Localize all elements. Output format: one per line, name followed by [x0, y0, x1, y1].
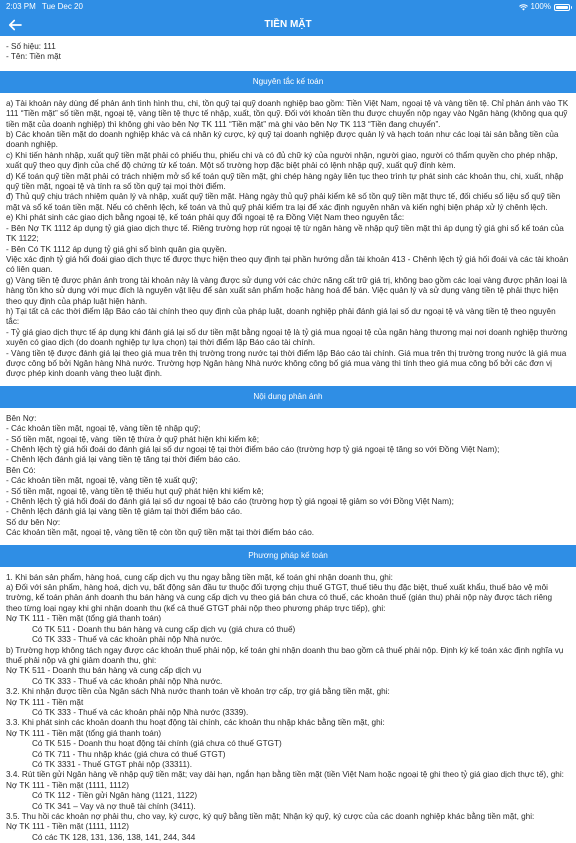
- text-line: - Tỷ giá giao dịch thực tế áp dụng khi đánh giá lại số dư tiền mặt bằng ngoại tệ là tỷ giá mua ngoại tệ của ngân hàng thương mại nơi doanh nghiệp thường xuyên có giao dịch (do doanh nghiệp tự lựa chọn) tại thời điểm lập Báo cáo tài chính.: [6, 327, 570, 348]
- text-line: Số dư bên Nợ:: [6, 517, 61, 527]
- text-line: d) Kế toán quỹ tiền mặt phải có trách nhiệm mở sổ kế toán quỹ tiền mặt, ghi chép hàng ngày liên tục theo trình tự phát sinh các khoản thu, chi, xuất, nhập quỹ tiền mặt, ngoại tệ và tính ra số tồn quỹ tại mọi thời điểm.: [6, 171, 566, 192]
- text-line: - Bên Có TK 1112 áp dụng tỷ giá ghi sổ bình quân gia quyền.: [6, 244, 227, 254]
- text-line: Có các TK 128, 131, 136, 138, 141, 244, 344: [32, 832, 196, 842]
- text-line: b) Trường hợp không tách ngay được các khoản thuế phải nộp, kế toán ghi nhận doanh thu bao gồm cả thuế phải nộp. Định kỳ kế toán xác định nghĩa vụ thuế phải nộp và ghi giảm doanh thu, ghi:: [6, 645, 566, 665]
- text-line: Có TK 711 - Thu nhập khác (giá chưa có thuế GTGT): [32, 749, 226, 759]
- text-line: Có TK 112 - Tiền gửi Ngân hàng (1121, 1122): [32, 791, 198, 801]
- text-line: Các khoản tiền mặt, ngoại tệ, vàng tiền tệ còn tồn quỹ tiền mặt tại thời điểm báo cáo.: [6, 528, 315, 538]
- text-line: e) Khi phát sinh các giao dịch bằng ngoại tệ, kế toán phải quy đổi ngoại tệ ra Đồng Việt Nam theo nguyên tắc:: [6, 213, 405, 223]
- text-line: Nợ TK 111 - Tiền mặt: [6, 697, 84, 707]
- text-line: 3.2. Khi nhận được tiền của Ngân sách Nhà nước thanh toán về khoản trợ cấp, trợ giá bằng tiền mặt, ghi:: [6, 687, 390, 697]
- text-line: 1. Khi bán sản phẩm, hàng hoá, cung cấp dịch vụ thu ngay bằng tiền mặt, kế toán ghi nhận doanh thu, ghi:: [6, 572, 393, 582]
- section-body: [0, 573, 576, 843]
- text-line: - Số tiền mặt, ngoại tệ, vàng tiền tệ thừa ở quỹ phát hiện khi kiểm kê;: [6, 434, 259, 444]
- text-line: Có TK 333 - Thuế và các khoản phải nộp Nhà nước.: [32, 676, 223, 686]
- account-number: - Số hiệu: 111: [6, 42, 56, 51]
- section-body: [0, 414, 576, 539]
- text-line: Có TK 515 - Doanh thu hoạt động tài chính (giá chưa có thuế GTGT): [32, 739, 282, 749]
- text-line: - Các khoản tiền mặt, ngoại tệ, vàng tiền tệ xuất quỹ;: [6, 476, 198, 486]
- nav-bar: [0, 14, 576, 36]
- text-line: Có TK 333 - Thuế và các khoản phải nộp Nhà nước.: [32, 635, 223, 645]
- text-line: - Chênh lệch đánh giá lại vàng tiền tệ tăng tại thời điểm báo cáo.: [6, 455, 241, 465]
- text-line: Nợ TK 111 - Tiền mặt (tổng giá thanh toán): [6, 728, 162, 738]
- status-bar: [0, 0, 576, 14]
- text-line: - Số tiền mặt, ngoại tệ, vàng tiền tệ thiếu hụt quỹ phát hiện khi kiểm kê;: [6, 486, 264, 496]
- text-line: 3.4. Rút tiền gửi Ngân hàng về nhập quỹ tiền mặt; vay dài hạn, ngắn hạn bằng tiền mặt (tiền Việt Nam hoặc ngoại tệ ghi theo tỷ giá giao dịch thực tế), ghi:: [6, 770, 564, 780]
- text-line: b) Các khoản tiền mặt do doanh nghiệp khác và cá nhân ký cược, ký quỹ tại doanh nghiệp được quản lý và hạch toán như các loại tài sản bằng tiền của doanh nghiệp.: [6, 130, 561, 150]
- battery-percent: 100%: [530, 2, 551, 11]
- wifi-icon: [519, 4, 528, 11]
- text-line: h) Tại tất cả các thời điểm lập Báo cáo tài chính theo quy định của pháp luật, doanh nghiệp phải đánh giá lại số dư ngoại tệ và vàng tiền tệ theo nguyên tắc:: [6, 306, 558, 327]
- section-header: Nội dung phản ánh: [0, 386, 576, 408]
- section-body: [0, 99, 576, 380]
- account-info: [0, 36, 576, 67]
- page-title: TIỀN MẶT: [264, 19, 312, 30]
- text-line: Bên Nợ:: [6, 413, 37, 423]
- text-line: Có TK 3331 - Thuế GTGT phải nộp (33311).: [32, 759, 193, 769]
- text-line: a) Đối với sản phẩm, hàng hoá, dịch vụ, bất động sản đầu tư thuộc đối tượng chịu thuế GTGT, thuế tiêu thụ đặc biệt, thuế xuất khẩu, thuế bảo vệ môi trường, kế toán phản ánh doanh thu bán hàng và cung cấp dịch vụ theo giá bán chưa có thuế, các khoản thuế (gián thu) phải nộp này được tách riêng theo từng loại ngay khi ghi nhận doanh thu (kể cả thuế GTGT phải nộp theo phương pháp trực tiếp), ghi:: [6, 583, 555, 613]
- text-line: - Chênh lệch tỷ giá hối đoái do đánh giá lại số dư ngoại tệ báo cáo (trường hợp tỷ giá ngoại tệ giảm so với Đồng Việt Nam);: [6, 497, 454, 507]
- text-line: Nợ TK 111 - Tiền mặt (1111, 1112): [6, 780, 129, 790]
- text-line: 3.3. Khi phát sinh các khoản doanh thu hoạt động tài chính, các khoản thu nhập khác bằng tiền mặt, ghi:: [6, 718, 385, 728]
- text-line: Nợ TK 111 - Tiền mặt (tổng giá thanh toán): [6, 614, 162, 624]
- text-line: Có TK 511 - Doanh thu bán hàng và cung cấp dịch vụ (giá chưa có thuế): [32, 624, 296, 634]
- section-header: Nguyên tắc kế toán: [0, 71, 576, 93]
- text-line: c) Khi tiến hành nhập, xuất quỹ tiền mặt phải có phiếu thu, phiếu chi và có đủ chữ ký của người nhận, người giao, người có thẩm quyền cho phép nhập, xuất quỹ theo quy định của chế độ chứng từ kế toán. Một số trường hợp đặc biệt phải có lệnh nhập quỹ, xuất quỹ đính kèm.: [6, 150, 560, 171]
- text-line: - Các khoản tiền mặt, ngoại tệ, vàng tiền tệ nhập quỹ;: [6, 424, 201, 434]
- text-line: đ) Thủ quỹ chịu trách nhiệm quản lý và nhập, xuất quỹ tiền mặt. Hàng ngày thủ quỹ phải kiểm kê số tồn quỹ tiền mặt thực tế, đối chiếu số liệu sổ quỹ tiền mặt và sổ kế toán tiền mặt. Nếu có chênh lệch, kế toán và thủ quỹ phải kiểm tra lại để xác định nguyên nhân và kiến nghị biện pháp xử lý chênh lệch.: [6, 192, 563, 212]
- text-line: Bên Có:: [6, 465, 36, 475]
- section-header: Phương pháp kế toán: [0, 545, 576, 567]
- status-date: Tue Dec 20: [41, 2, 83, 11]
- text-line: Việc xác định tỷ giá hối đoái giao dịch thực tế được thực hiện theo quy định tại phần hướng dẫn tài khoản 413 - Chênh lệch tỷ giá hối đoái và các tài khoản có liên quan.: [6, 254, 571, 275]
- section-content: [0, 386, 576, 539]
- section-principles: [0, 71, 576, 380]
- content-scroll[interactable]: [0, 36, 576, 842]
- status-time: 2:03 PM: [6, 2, 36, 11]
- text-line: - Vàng tiền tệ được đánh giá lại theo giá mua trên thị trường trong nước tại thời điểm lập Báo cáo tài chính. Giá mua trên thị trường trong nước là giá mua được công bố bởi Ngân hàng Nhà nước. Trường hợp Ngân hàng Nhà nước không công bố giá mua vàng thì tính theo giá mua công bố bởi các đơn vị được phép kinh doanh vàng theo luật định.: [6, 348, 569, 379]
- text-line: Nợ TK 111 - Tiền mặt (1111, 1112): [6, 822, 129, 832]
- text-line: g) Vàng tiền tệ được phản ánh trong tài khoản này là vàng được sử dụng với các chức năng cất trữ giá trị, không bao gồm các loại vàng được phân loại là hàng tồn kho sử dụng với mục đích là nguyên vật liệu để sản xuất sản phẩm hoặc hàng hoá để bán. Việc quản lý và sử dụng vàng tiền tệ phải thực hiện theo quy định của pháp luật hiện hành.: [6, 275, 570, 306]
- text-line: Có TK 333 - Thuế và các khoản phải nộp Nhà nước (3339).: [32, 707, 249, 717]
- section-method: [0, 545, 576, 843]
- text-line: Nợ TK 511 - Doanh thu bán hàng và cung cấp dịch vụ: [6, 666, 202, 676]
- battery-icon: [554, 4, 570, 11]
- text-line: a) Tài khoản này dùng để phản ánh tình hình thu, chi, tồn quỹ tại quỹ doanh nghiệp bao gồm: Tiền Việt Nam, ngoại tệ và vàng tiền tệ. Chỉ phản ánh vào TK 111 “Tiền mặt” số tiền mặt, ngoại tệ, vàng tiền tệ thực tế nhập, xuất, tồn quỹ. Đối với khoản tiền thu được chuyển nộp ngay vào Ngân hàng (không qua quỹ tiền mặt của doanh nghiệp) thì không ghi vào bên Nợ TK 111 “Tiền mặt” mà ghi vào bên Nợ TK 113 “Tiền đang chuyển”.: [6, 98, 571, 129]
- text-line: - Chênh lệch tỷ giá hối đoái do đánh giá lại số dư ngoại tệ tại thời điểm báo cáo (trường hợp tỷ giá ngoại tệ tăng so với Đồng Việt Nam);: [6, 445, 500, 454]
- account-name: - Tên: Tiền mặt: [6, 52, 61, 62]
- text-line: - Chênh lệch đánh giá lại vàng tiền tệ giảm tại thời điểm báo cáo.: [6, 507, 243, 517]
- text-line: 3.5. Thu hồi các khoản nợ phải thu, cho vay, ký cược, ký quỹ bằng tiền mặt; Nhận ký quỹ, ký cược của các doanh nghiệp khác bằng tiền mặt, ghi:: [6, 812, 535, 821]
- text-line: Có TK 341 – Vay và nợ thuê tài chính (3411).: [32, 801, 196, 811]
- text-line: - Bên Nợ TK 1112 áp dụng tỷ giá giao dịch thực tế. Riêng trường hợp rút ngoại tệ từ ngân hàng về nhập quỹ tiền mặt thì áp dụng tỷ giá ghi sổ kế toán của TK 1122;: [6, 223, 566, 244]
